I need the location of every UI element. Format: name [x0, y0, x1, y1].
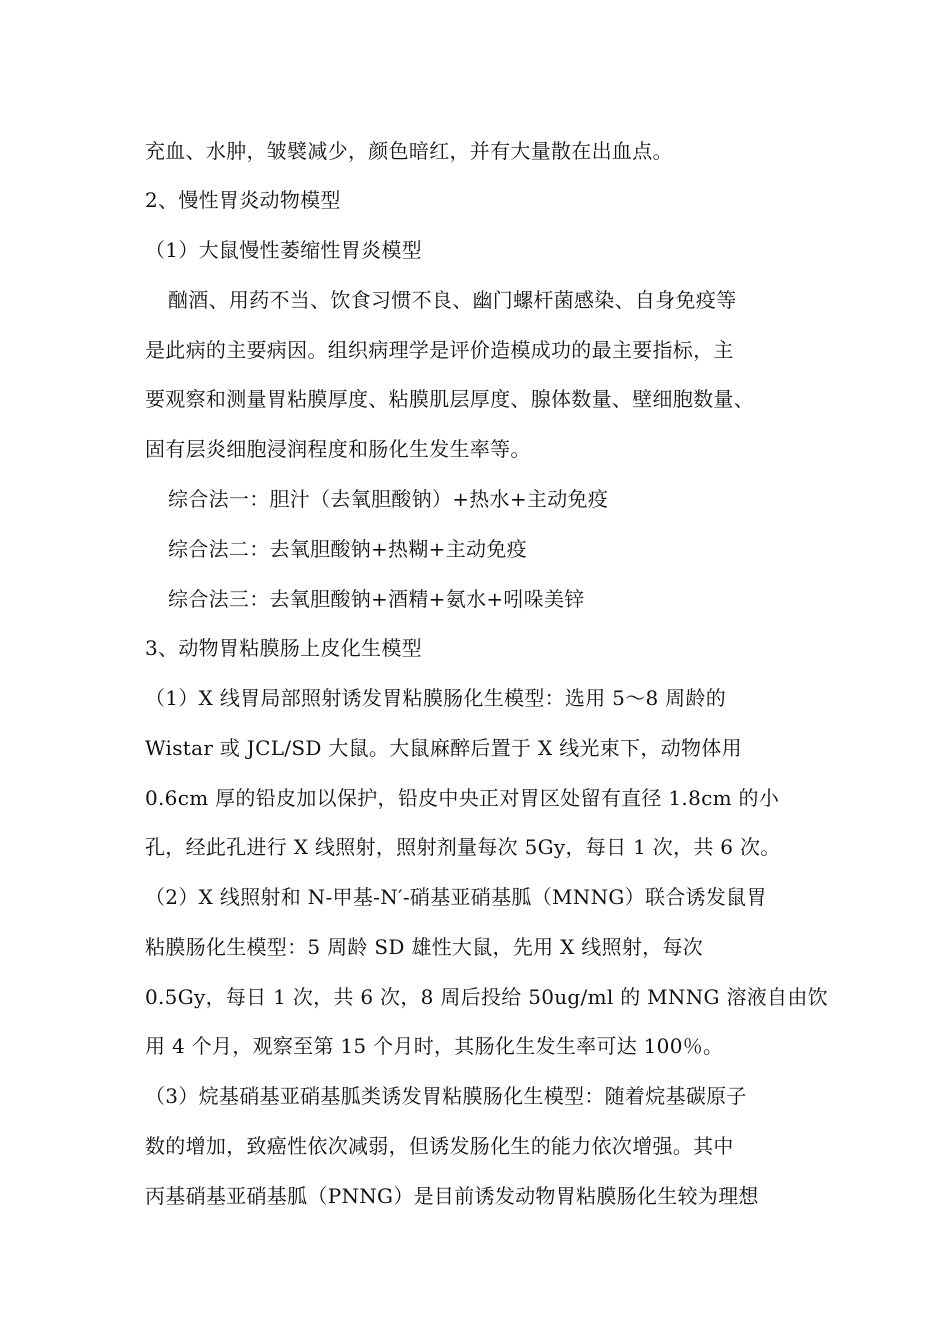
- text-line-20: （3）烷基硝基亚硝基胍类诱发胃粘膜肠化生模型：随着烷基碳原子: [145, 1084, 747, 1108]
- text-line-5: 是此病的主要病因。组织病理学是评价造模成功的最主要指标，主: [145, 338, 734, 362]
- text-line-7: 固有层炎细胞浸润程度和肠化生发生率等。: [145, 437, 531, 461]
- subheading-atrophic-gastritis-model: （1）大鼠慢性萎缩性胃炎模型: [145, 238, 422, 262]
- text-line-21: 数的增加，致癌性依次减弱，但诱发肠化生的能力依次增强。其中: [145, 1134, 734, 1158]
- section-heading-intestinal-metaplasia: 3、动物胃粘膜肠上皮化生模型: [145, 636, 422, 660]
- text-line-4: 酗酒、用药不当、饮食习惯不良、幽门螺杆菌感染、自身免疫等: [168, 288, 737, 312]
- section-heading-chronic-gastritis: 2、慢性胃炎动物模型: [145, 188, 341, 212]
- text-line-13: Wistar 或 JCL/SD 大鼠。大鼠麻醉后置于 X 线光束下，动物体用: [145, 736, 742, 760]
- text-line-1: 充血、水肿，皱襞减少，颜色暗红，并有大量散在出血点。: [145, 139, 673, 163]
- text-line-16: （2）X 线照射和 N-甲基-N′-硝基亚硝基胍（MNNG）联合诱发鼠胃: [145, 885, 767, 909]
- method-three: 综合法三：去氧胆酸钠+酒精+氨水+吲哚美锌: [168, 587, 585, 611]
- text-line-22: 丙基硝基亚硝基胍（PNNG）是目前诱发动物胃粘膜肠化生较为理想: [145, 1184, 759, 1208]
- text-line-14: 0.6cm 厚的铅皮加以保护，铅皮中央正对胃区处留有直径 1.8cm 的小: [145, 786, 780, 810]
- text-line-12: （1）X 线胃局部照射诱发胃粘膜肠化生模型：选用 5～8 周龄的: [145, 686, 727, 710]
- text-line-19: 用 4 个月，观察至第 15 个月时，其肠化生发生率可达 100％。: [145, 1034, 724, 1058]
- method-two: 综合法二：去氧胆酸钠+热糊+主动免疫: [168, 537, 527, 561]
- text-line-15: 孔，经此孔进行 X 线照射，照射剂量每次 5Gy，每日 1 次，共 6 次。: [145, 835, 781, 859]
- text-line-18: 0.5Gy，每日 1 次，共 6 次，8 周后投给 50ug/ml 的 MNNG 溶液自由饮: [145, 985, 828, 1009]
- text-line-17: 粘膜肠化生模型：5 周龄 SD 雄性大鼠，先用 X 线照射，每次: [145, 935, 704, 959]
- text-line-6: 要观察和测量胃粘膜厚度、粘膜肌层厚度、腺体数量、壁细胞数量、: [145, 387, 754, 411]
- method-one: 综合法一：胆汁（去氧胆酸钠）+热水+主动免疫: [168, 487, 609, 511]
